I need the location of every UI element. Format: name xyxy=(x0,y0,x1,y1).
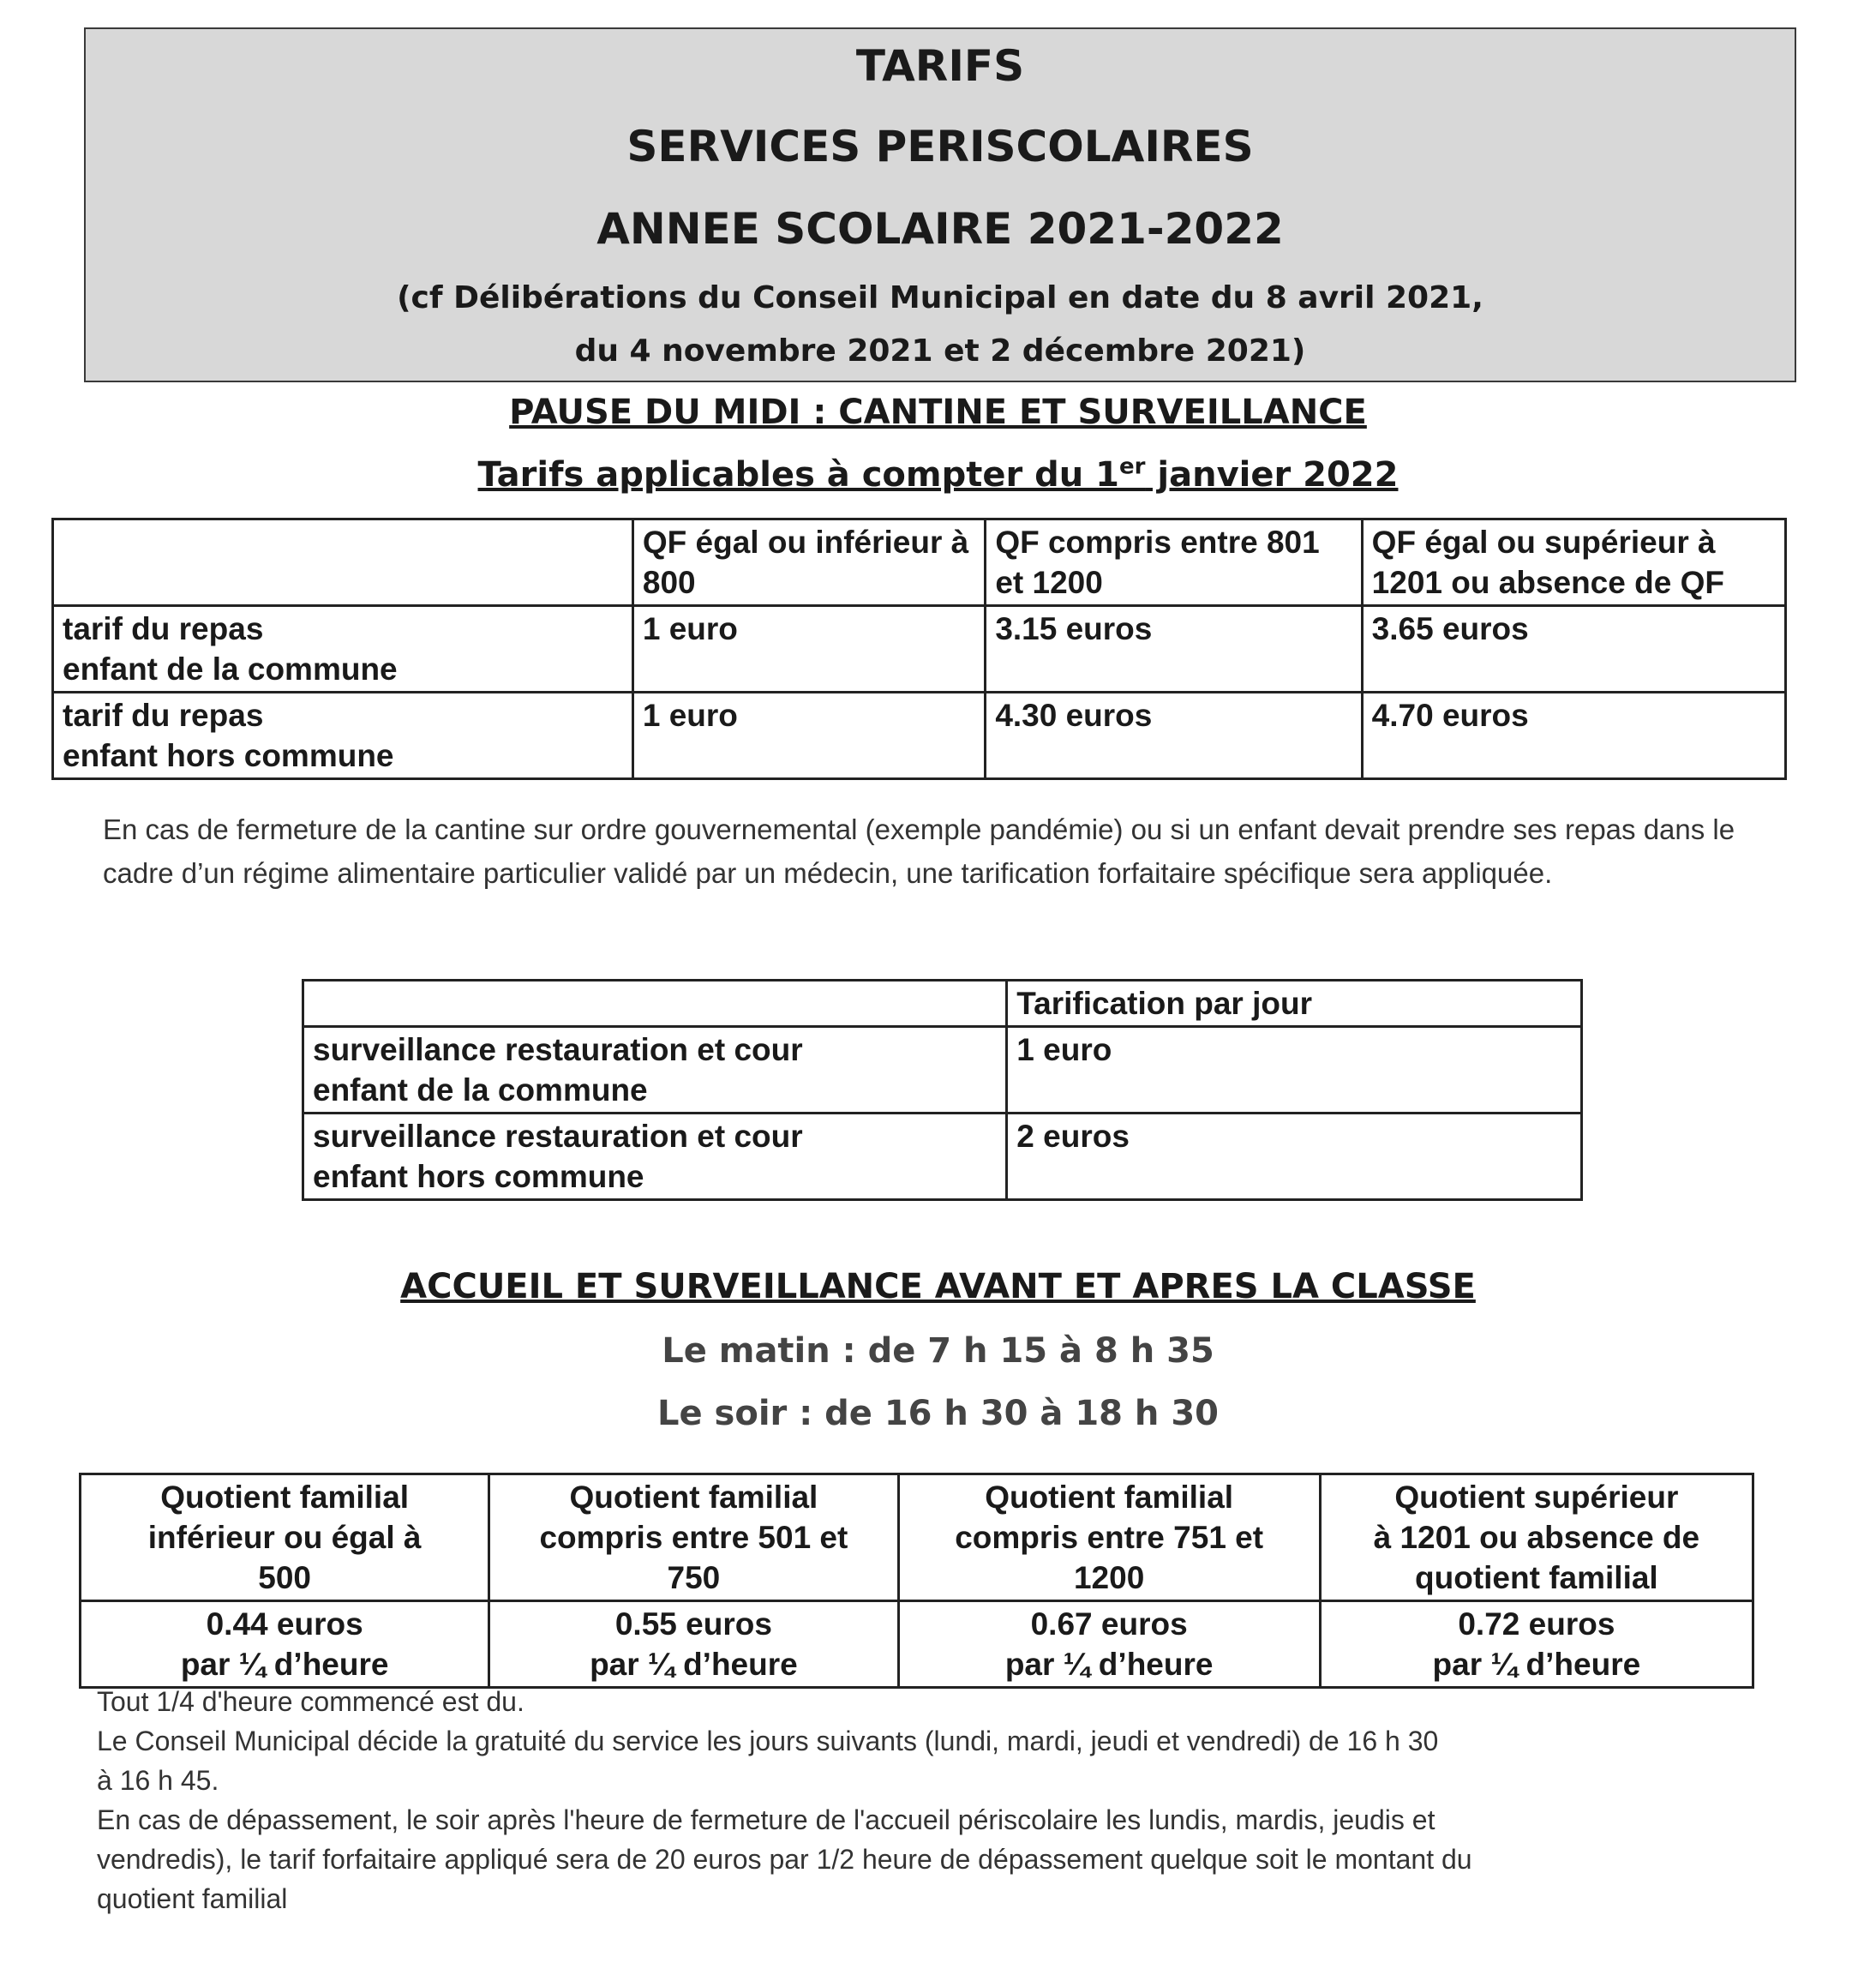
header-title: TARIFS xyxy=(855,41,1025,91)
table-cell: 2 euros xyxy=(1007,1114,1582,1200)
table-cell: 1 euro xyxy=(632,606,985,693)
table-header-row xyxy=(303,981,1582,1027)
header-cell: Tarification par jour xyxy=(1007,981,1582,1027)
cantine-closure-note: En cas de fermeture de la cantine sur ordre gouvernemental (exemple pandémie) ou si un enfant devait prendre ses repas dans le cadre d’un régime alimentaire particulier validé par un médecin, une tarification forfaitaire spécifique sera appliquée. xyxy=(103,813,1735,889)
table-cell: 0.67 euros par ¼ d’heure xyxy=(898,1601,1320,1688)
header-year: ANNEE SCOLAIRE 2021-2022 xyxy=(596,204,1284,254)
table-cell: 3.15 euros xyxy=(986,606,1362,693)
header-cell: Quotient familial inférieur ou égal à 500 xyxy=(81,1474,489,1601)
header-cell xyxy=(53,519,633,606)
document-header xyxy=(84,27,1796,382)
table-header-row xyxy=(53,519,1786,606)
header-reference-1: (cf Délibérations du Conseil Municipal en date du 8 avril 2021, xyxy=(397,280,1483,315)
table-row xyxy=(53,606,1786,693)
note-line: vendredis), le tarif forfaitaire appliqué sera de 20 euros par 1/2 heure de dépassement quelque soit le montant du xyxy=(97,1844,1472,1875)
table-header-row xyxy=(81,1474,1753,1601)
table-row xyxy=(81,1601,1753,1688)
row-label: surveillance restauration et cour enfant hors commune xyxy=(303,1114,1007,1200)
table-cell: 1 euro xyxy=(1007,1027,1582,1114)
table-cell: 4.30 euros xyxy=(986,693,1362,779)
header-subtitle: SERVICES PERISCOLAIRES xyxy=(626,122,1254,171)
note-line: Tout 1/4 d'heure commencé est du. xyxy=(97,1686,524,1717)
accueil-morning-hours: Le matin : de 7 h 15 à 8 h 35 xyxy=(662,1331,1214,1371)
surveillance-tariff-table xyxy=(302,979,1583,1201)
note-line: Le Conseil Municipal décide la gratuité du service les jours suivants (lundi, mardi, jeudi et vendredi) de 16 h 30 xyxy=(97,1726,1439,1756)
table-row xyxy=(303,1027,1582,1114)
note-line: quotient familial xyxy=(97,1883,288,1914)
note-line: à 16 h 45. xyxy=(97,1765,219,1796)
table-row xyxy=(53,693,1786,779)
accueil-tariff-table xyxy=(79,1473,1754,1689)
header-cell: Quotient supérieur à 1201 ou absence de quotient familial xyxy=(1320,1474,1753,1601)
cantine-tariff-table xyxy=(51,518,1787,780)
header-cell xyxy=(303,981,1007,1027)
table-row xyxy=(303,1114,1582,1200)
row-label: tarif du repas enfant de la commune xyxy=(53,606,633,693)
header-cell: Quotient familial compris entre 501 et 750 xyxy=(489,1474,898,1601)
table-cell: 0.72 euros par ¼ d’heure xyxy=(1320,1601,1753,1688)
accueil-evening-hours: Le soir : de 16 h 30 à 18 h 30 xyxy=(657,1394,1219,1433)
midi-section-subtitle: Tarifs applicables à compter du 1er janvier 2022 xyxy=(477,454,1399,495)
row-label: tarif du repas enfant hors commune xyxy=(53,693,633,779)
accueil-notes xyxy=(97,1682,1472,1918)
note-line: En cas de dépassement, le soir après l'heure de fermeture de l'accueil périscolaire les lundis, mardis, jeudis et xyxy=(97,1804,1435,1835)
header-cell: QF égal ou supérieur à 1201 ou absence de QF xyxy=(1362,519,1785,606)
header-cell: QF égal ou inférieur à 800 xyxy=(632,519,985,606)
header-cell: Quotient familial compris entre 751 et 1200 xyxy=(898,1474,1320,1601)
header-reference-2: du 4 novembre 2021 et 2 décembre 2021) xyxy=(574,333,1306,369)
table-cell: 3.65 euros xyxy=(1362,606,1785,693)
header-cell: QF compris entre 801 et 1200 xyxy=(986,519,1362,606)
accueil-section-title: ACCUEIL ET SURVEILLANCE AVANT ET APRES LA CLASSE xyxy=(400,1267,1476,1306)
table-cell: 4.70 euros xyxy=(1362,693,1785,779)
table-cell: 0.44 euros par ¼ d’heure xyxy=(81,1601,489,1688)
midi-section-title: PAUSE DU MIDI : CANTINE ET SURVEILLANCE xyxy=(509,393,1367,432)
table-cell: 1 euro xyxy=(632,693,985,779)
table-cell: 0.55 euros par ¼ d’heure xyxy=(489,1601,898,1688)
row-label: surveillance restauration et cour enfant de la commune xyxy=(303,1027,1007,1114)
